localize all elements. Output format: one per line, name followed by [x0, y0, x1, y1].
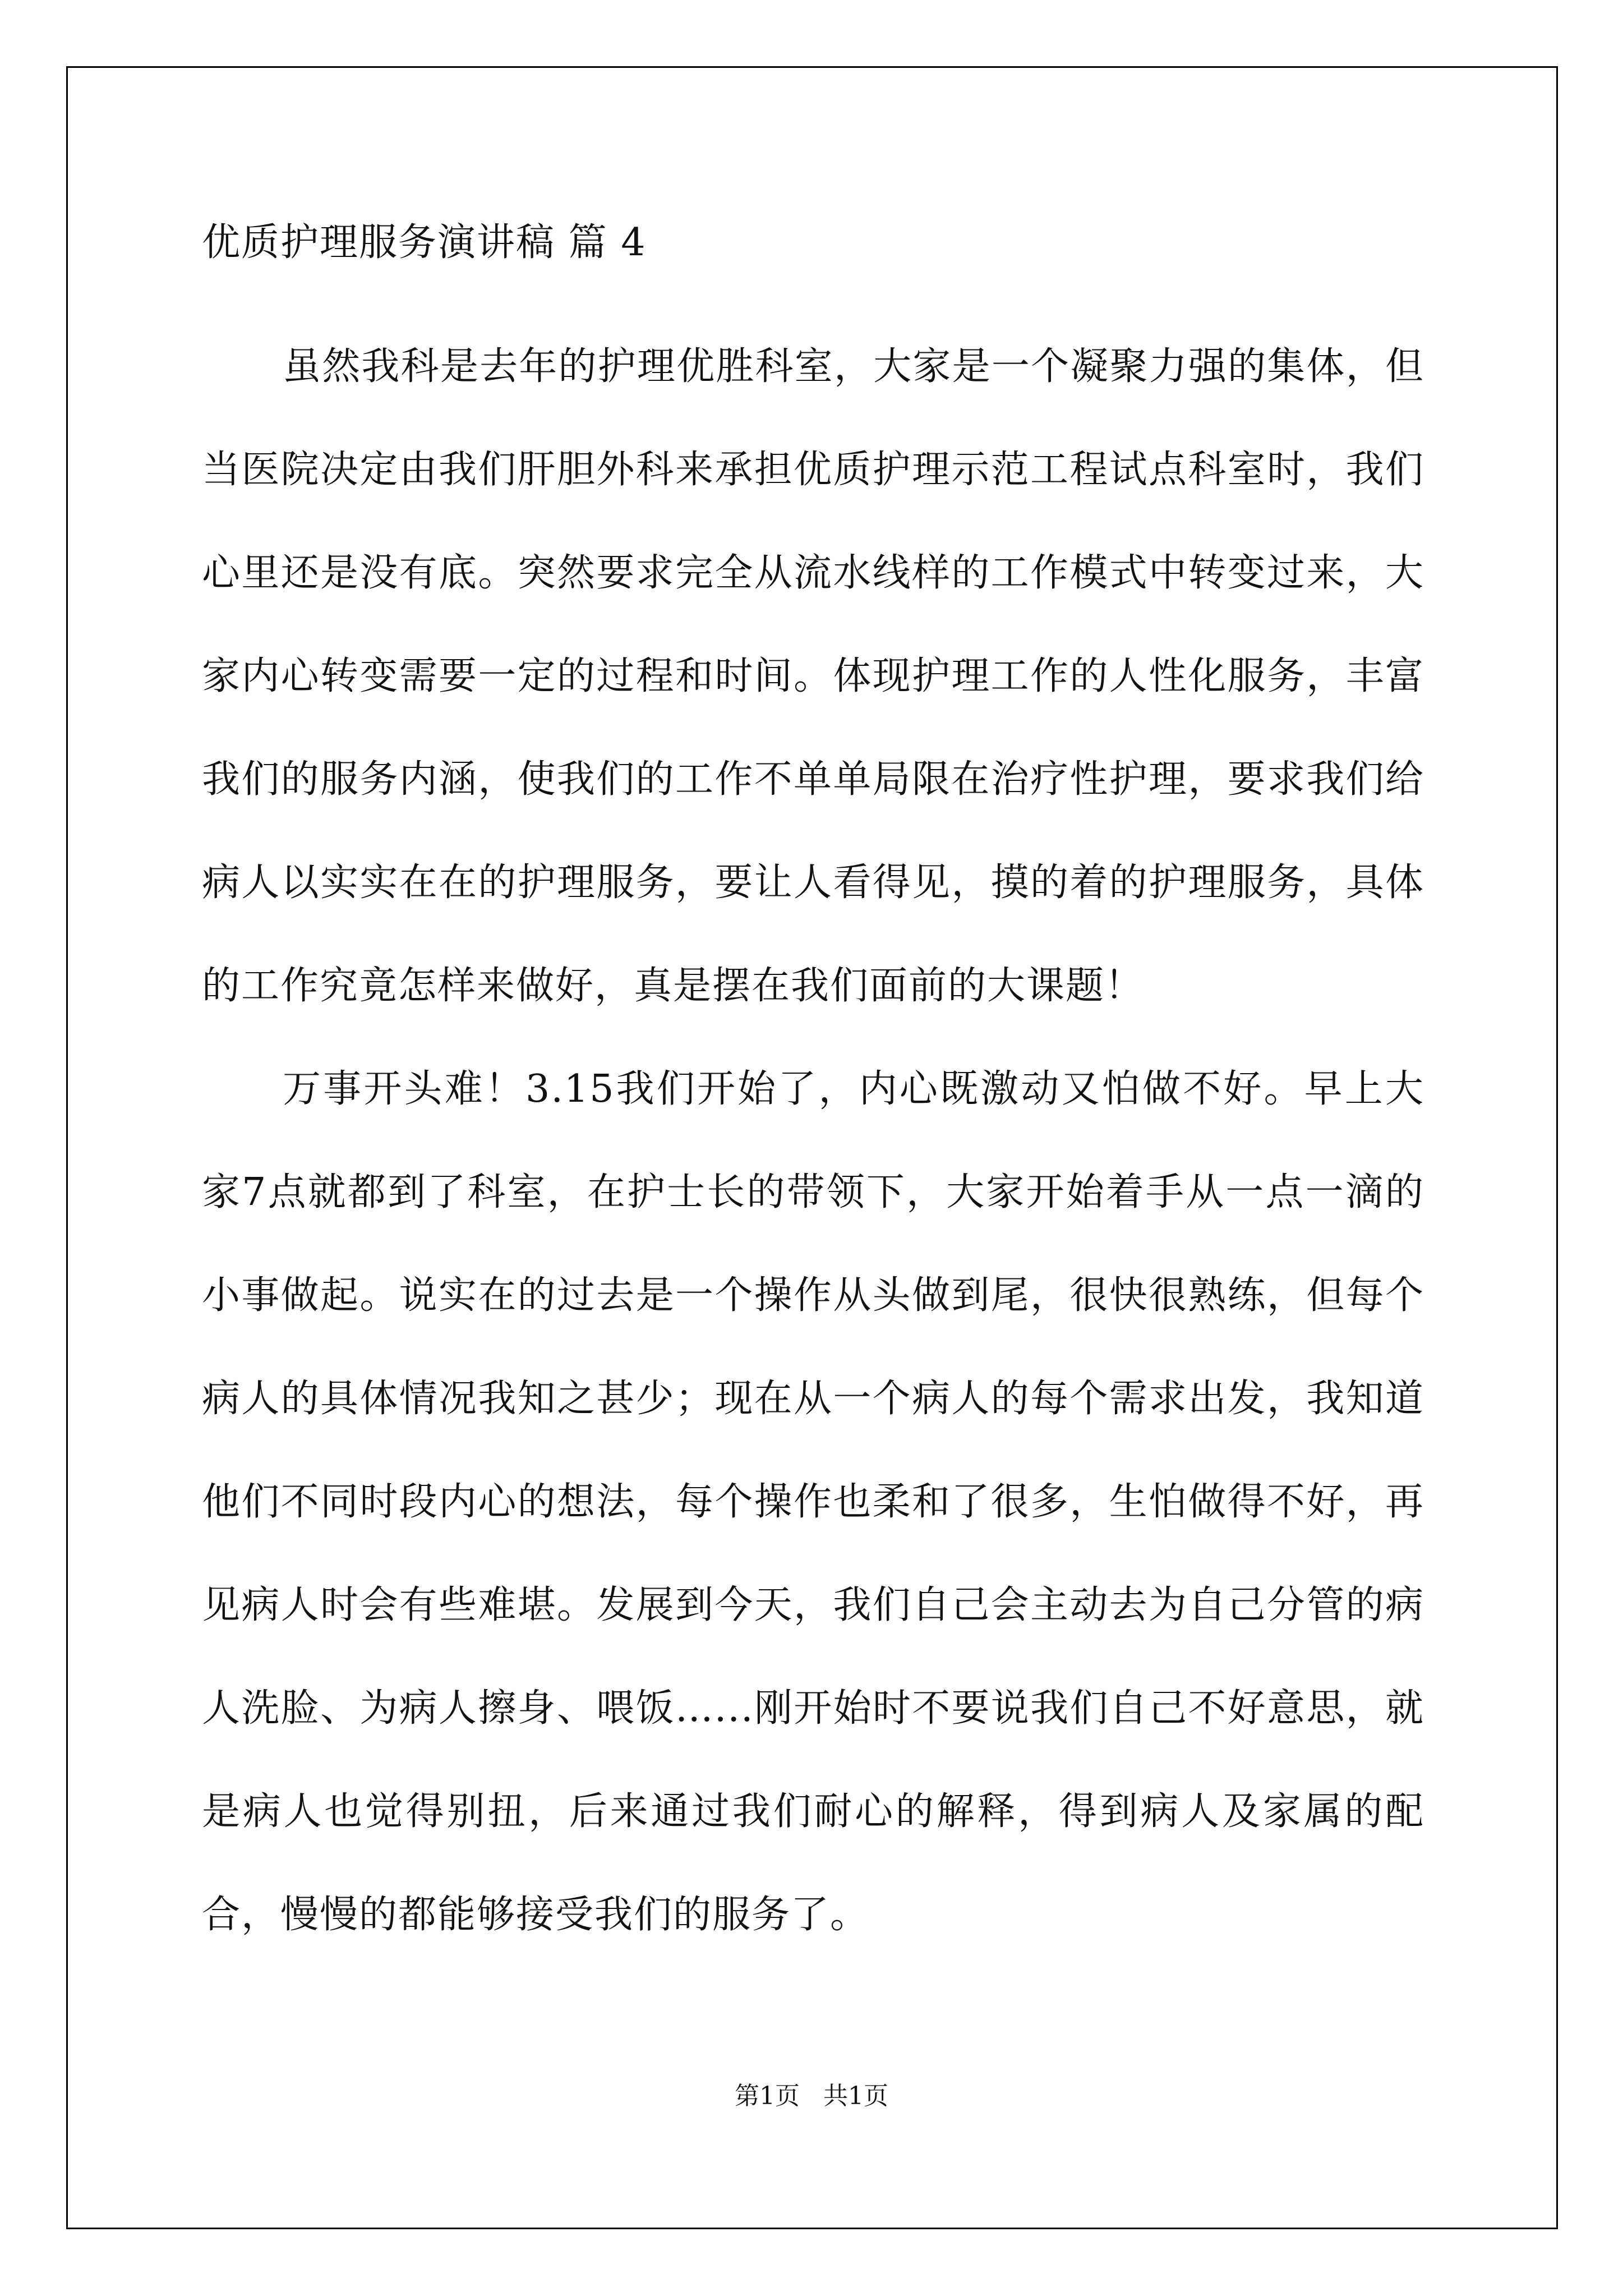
paragraph-1: 虽然我科是去年的护理优胜科室，大家是一个凝聚力强的集体，但当医院决定由我们肝胆外科来承担优质护理示范工程试点科室时，我们心里还是没有底。突然要求完全从流水线样的工作模式中转变过来，大家内心转变需要一定的过程和时间。体现护理工作的人性化服务，丰富我们的服务内涵，使我们的工作不单单局限在治疗性护理，要求我们给病人以实实在在的护理服务，要让人看得见，摸的着的护理服务，具体的工作究竟怎样来做好，真是摆在我们面前的大课题！: [202, 344, 1424, 1008]
document-title: 优质护理服务演讲稿 篇 4: [202, 220, 647, 265]
document-body: [202, 215, 1424, 1967]
paragraph-2: 万事开头难！3.15我们开始了，内心既激动又怕做不好。早上大家7点就都到了科室，在护士长的带领下，大家开始着手从一点一滴的小事做起。说实在的过去是一个操作从头做到尾，很快很熟练，但每个病人的具体情况我知之甚少；现在从一个病人的每个需求出发，我知道他们不同时段内心的想法，每个操作也柔和了很多，生怕做得不好，再见病人时会有些难堪。发展到今天，我们自己会主动去为自己分管的病人洗脸、为病人擦身、喂饭…...刚开始时不要说我们自己不好意思，就是病人也觉得别扭，后来通过我们耐心的解释，得到病人及家属的配合，慢慢的都能够接受我们的服务了。: [202, 1067, 1424, 1937]
page-footer: 第1页 共1页: [735, 2082, 888, 2110]
